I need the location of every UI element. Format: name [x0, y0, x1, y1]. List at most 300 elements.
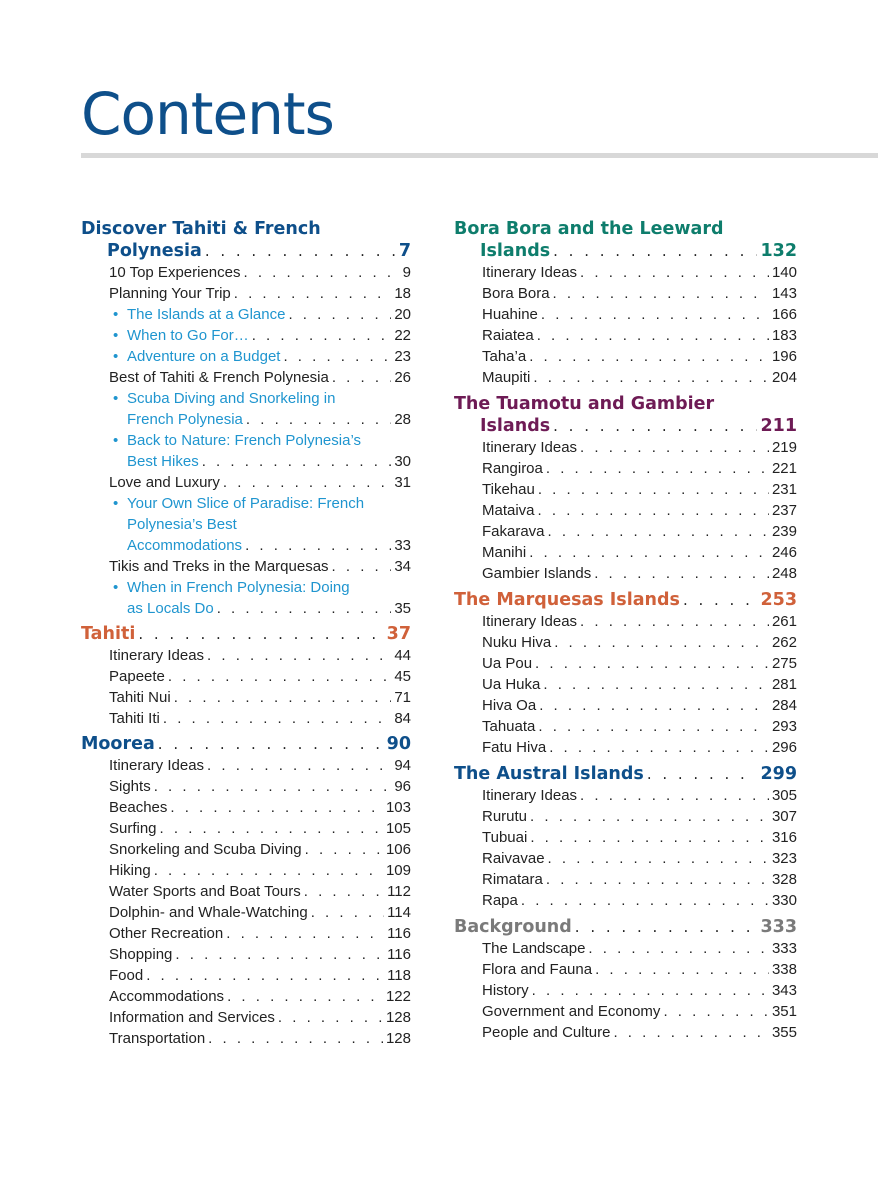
title-rule	[81, 153, 878, 158]
toc-entry[interactable]	[454, 785, 797, 806]
entry-page-number: 9	[402, 264, 411, 281]
bullet-icon: •	[113, 495, 119, 512]
toc-left-column	[81, 218, 411, 1053]
entry-page-number: 31	[394, 474, 411, 491]
toc-section	[454, 916, 797, 1043]
bullet-icon: •	[113, 390, 119, 407]
section-title-line: The Marquesas Islands	[454, 590, 680, 610]
entry-page-number: 261	[771, 613, 797, 630]
toc-entry[interactable]	[81, 881, 411, 902]
toc-entry[interactable]	[454, 890, 797, 911]
entry-label: Shopping	[109, 946, 173, 963]
dot-leader	[541, 304, 769, 325]
dot-leader	[521, 890, 769, 911]
entry-label: Sights	[109, 778, 151, 795]
section-page-number: 37	[386, 624, 411, 644]
toc-entry[interactable]	[454, 980, 797, 1001]
entry-page-number: 262	[771, 634, 797, 651]
toc-entry[interactable]	[81, 797, 411, 818]
subentry-last-line	[127, 325, 411, 346]
section-title-row	[454, 763, 797, 785]
entry-page-number: 112	[387, 883, 411, 900]
toc-section	[81, 623, 411, 729]
toc-entry[interactable]	[454, 346, 797, 367]
entry-page-number: 109	[385, 862, 411, 879]
entry-list	[454, 611, 797, 758]
section-title-row	[454, 916, 797, 938]
entry-page-number: 18	[394, 285, 411, 302]
subentry-page-number: 35	[394, 600, 411, 617]
section-title-line: Discover Tahiti & French	[81, 219, 321, 239]
section-page-number: 211	[760, 416, 797, 436]
toc-entry[interactable]	[454, 632, 797, 653]
toc-subentry[interactable]	[81, 430, 411, 472]
entry-label: Planning Your Trip	[109, 285, 231, 302]
entry-page-number: 196	[771, 348, 797, 365]
toc-entry[interactable]	[454, 869, 797, 890]
subentry-label-line: Polynesia’s Best	[127, 516, 237, 533]
entry-page-number: 122	[385, 988, 411, 1005]
dot-leader	[580, 437, 769, 458]
section-heading[interactable]	[454, 393, 797, 437]
toc-entry[interactable]	[454, 325, 797, 346]
dot-leader	[553, 415, 757, 437]
entry-label: Papeete	[109, 668, 165, 685]
dot-leader	[227, 986, 383, 1007]
subentry-label-line: French Polynesia	[127, 411, 243, 428]
entry-label: Transportation	[109, 1030, 206, 1047]
subentry-last-line	[127, 535, 411, 556]
toc-entry[interactable]	[454, 262, 797, 283]
toc-section	[81, 733, 411, 1049]
dot-leader	[252, 325, 392, 346]
toc-entry[interactable]	[454, 283, 797, 304]
entry-page-number: 116	[387, 946, 411, 963]
entry-page-number: 128	[385, 1009, 411, 1026]
section-page-number: 299	[760, 764, 797, 784]
entry-page-number: 246	[771, 544, 797, 561]
toc-entry[interactable]	[81, 776, 411, 797]
dot-leader	[554, 632, 769, 653]
entry-label: Huahine	[482, 306, 538, 323]
section-heading[interactable]	[81, 623, 411, 645]
entry-label: Information and Services	[109, 1009, 275, 1026]
toc-subentry[interactable]	[81, 388, 411, 430]
toc-entry[interactable]	[81, 645, 411, 666]
subentry-label-line: When in French Polynesia: Doing	[127, 579, 350, 596]
toc-entry[interactable]	[454, 653, 797, 674]
subentry-last-line	[127, 451, 411, 472]
entry-page-number: 105	[385, 820, 411, 837]
entry-label: Mataiva	[482, 502, 535, 519]
entry-label: Surfing	[109, 820, 157, 837]
subentry-page-number: 30	[394, 453, 411, 470]
dot-leader	[170, 797, 383, 818]
section-title-line: The Austral Islands	[454, 764, 644, 784]
entry-label: Flora and Fauna	[482, 961, 593, 978]
subentry-label-line: Accommodations	[127, 537, 243, 554]
toc-entry[interactable]	[81, 666, 411, 687]
toc-subentry[interactable]	[81, 493, 411, 556]
section-heading[interactable]	[81, 733, 411, 755]
entry-label: Tahuata	[482, 718, 536, 735]
dot-leader	[234, 283, 392, 304]
toc-entry[interactable]	[81, 1028, 411, 1049]
entry-label: Itinerary Ideas	[482, 787, 578, 804]
toc-entry[interactable]	[454, 479, 797, 500]
subentry-page-number: 28	[394, 411, 411, 428]
dot-leader	[548, 521, 769, 542]
entry-list	[81, 262, 411, 619]
subentry-page-number: 20	[394, 306, 411, 323]
entry-label: Food	[109, 967, 144, 984]
toc-entry[interactable]	[454, 959, 797, 980]
toc-entry[interactable]	[454, 848, 797, 869]
dot-leader	[529, 346, 769, 367]
entry-label: Itinerary Ideas	[482, 264, 578, 281]
entry-page-number: 305	[771, 787, 797, 804]
toc-entry[interactable]	[454, 827, 797, 848]
bullet-icon: •	[113, 348, 119, 365]
toc-entry[interactable]	[81, 687, 411, 708]
entry-page-number: 118	[387, 967, 411, 984]
section-title-line: Background	[454, 917, 572, 937]
dot-leader	[160, 818, 383, 839]
entry-label: 10 Top Experiences	[109, 264, 241, 281]
section-page-number: 333	[760, 917, 797, 937]
entry-label: Gambier Islands	[482, 565, 592, 582]
section-title-row	[454, 415, 797, 437]
dot-leader	[146, 965, 384, 986]
dot-leader	[595, 959, 769, 980]
entry-page-number: 221	[771, 460, 797, 477]
toc-entry[interactable]	[81, 818, 411, 839]
toc-subentry[interactable]	[81, 346, 411, 367]
toc-entry[interactable]	[454, 716, 797, 737]
subentry-page-number: 23	[394, 348, 411, 365]
entry-page-number: 316	[771, 829, 797, 846]
entry-label: People and Culture	[482, 1024, 611, 1041]
toc-entry[interactable]	[81, 986, 411, 1007]
section-title-line: Moorea	[81, 734, 155, 754]
entry-label: Tubuai	[482, 829, 528, 846]
toc-entry[interactable]	[81, 1007, 411, 1028]
toc-entry[interactable]	[81, 860, 411, 881]
section-page-number: 132	[760, 241, 797, 261]
entry-page-number: 128	[385, 1030, 411, 1047]
dot-leader	[246, 409, 391, 430]
entry-label: Itinerary Ideas	[482, 439, 578, 456]
entry-label: Other Recreation	[109, 925, 224, 942]
toc-entry[interactable]	[81, 755, 411, 776]
entry-page-number: 45	[394, 668, 411, 685]
toc-entry[interactable]	[454, 674, 797, 695]
dot-leader	[283, 346, 391, 367]
entry-page-number: 333	[771, 940, 797, 957]
dot-leader	[549, 737, 769, 758]
entry-label: History	[482, 982, 529, 999]
section-title-row	[81, 733, 411, 755]
entry-page-number: 351	[771, 1003, 797, 1020]
section-title-row	[81, 240, 411, 262]
toc-entry[interactable]	[454, 806, 797, 827]
entry-label: The Landscape	[482, 940, 586, 957]
dot-leader	[530, 806, 769, 827]
toc-section	[454, 393, 797, 584]
entry-page-number: 166	[771, 306, 797, 323]
entry-label: Best of Tahiti & French Polynesia	[109, 369, 329, 386]
entry-label: Rapa	[482, 892, 518, 909]
toc-subentry[interactable]	[81, 304, 411, 325]
toc-entry[interactable]	[81, 965, 411, 986]
entry-label: Fakarava	[482, 523, 545, 540]
subentry-last-line	[127, 598, 411, 619]
dot-leader	[538, 716, 769, 737]
entry-list	[454, 938, 797, 1043]
entry-page-number: 114	[387, 904, 411, 921]
entry-page-number: 219	[771, 439, 797, 456]
subentry-page-number: 33	[394, 537, 411, 554]
entry-label: Hiva Oa	[482, 697, 537, 714]
dot-leader	[580, 785, 769, 806]
subentry-last-line	[127, 409, 411, 430]
dot-leader	[202, 451, 392, 472]
toc-entry[interactable]	[81, 283, 411, 304]
toc-entry[interactable]	[454, 611, 797, 632]
entry-page-number: 96	[394, 778, 411, 795]
entry-label: Raiatea	[482, 327, 534, 344]
dot-leader	[223, 472, 391, 493]
entry-label: Hiking	[109, 862, 151, 879]
dot-leader	[553, 283, 769, 304]
entry-label: Tahiti Iti	[109, 710, 160, 727]
bullet-icon: •	[113, 432, 119, 449]
section-title-line: Polynesia	[107, 241, 202, 261]
toc-entry[interactable]	[81, 923, 411, 944]
dot-leader	[538, 500, 769, 521]
dot-leader	[243, 262, 399, 283]
entry-label: Rangiroa	[482, 460, 543, 477]
subentry-last-line	[127, 346, 411, 367]
entry-page-number: 293	[771, 718, 797, 735]
dot-leader	[663, 1001, 769, 1022]
entry-page-number: 330	[771, 892, 797, 909]
section-page-number: 253	[760, 590, 797, 610]
toc-section	[454, 218, 797, 388]
entry-page-number: 94	[394, 757, 411, 774]
dot-leader	[278, 1007, 383, 1028]
section-title-line: Islands	[480, 241, 551, 261]
dot-leader	[537, 325, 769, 346]
toc-entry[interactable]	[81, 708, 411, 729]
dot-leader	[332, 367, 391, 388]
subentry-label-line: Best Hikes	[127, 453, 199, 470]
toc-entry[interactable]	[81, 902, 411, 923]
subentry-label-line: Your Own Slice of Paradise: French	[127, 495, 365, 512]
toc-entry[interactable]	[81, 556, 411, 577]
toc-entry[interactable]	[81, 944, 411, 965]
entry-label: Rimatara	[482, 871, 543, 888]
toc-right-column	[454, 218, 797, 1048]
section-title-line: Islands	[480, 416, 551, 436]
bullet-icon: •	[113, 306, 119, 323]
subentry-label-line: as Locals Do	[127, 600, 214, 617]
dot-leader	[539, 695, 769, 716]
toc-entry[interactable]	[454, 563, 797, 584]
toc-entry[interactable]	[454, 500, 797, 521]
dot-leader	[546, 869, 769, 890]
dot-leader	[205, 240, 396, 262]
section-page-number: 7	[398, 241, 411, 261]
toc-entry[interactable]	[454, 304, 797, 325]
toc-entry[interactable]	[454, 737, 797, 758]
entry-page-number: 103	[385, 799, 411, 816]
section-title-row	[81, 623, 411, 645]
dot-leader	[226, 923, 384, 944]
dot-leader	[530, 827, 769, 848]
section-title-line: Bora Bora and the Leeward	[454, 219, 724, 239]
entry-label: Water Sports and Boat Tours	[109, 883, 301, 900]
toc-entry[interactable]	[454, 542, 797, 563]
dot-leader	[543, 674, 769, 695]
entry-label: Love and Luxury	[109, 474, 220, 491]
entry-list	[81, 755, 411, 1049]
toc-entry[interactable]	[454, 1001, 797, 1022]
bullet-icon: •	[113, 579, 119, 596]
toc-entry[interactable]	[454, 367, 797, 388]
entry-label: Itinerary Ideas	[109, 757, 205, 774]
dot-leader	[208, 1028, 383, 1049]
entry-page-number: 296	[771, 739, 797, 756]
entry-page-number: 239	[771, 523, 797, 540]
dot-leader	[163, 708, 391, 729]
section-heading[interactable]	[454, 589, 797, 611]
entry-page-number: 323	[771, 850, 797, 867]
entry-label: Beaches	[109, 799, 168, 816]
entry-page-number: 71	[394, 689, 411, 706]
entry-label: Ua Huka	[482, 676, 541, 693]
toc-entry[interactable]	[81, 839, 411, 860]
toc-entry[interactable]	[454, 938, 797, 959]
dot-leader	[332, 556, 392, 577]
entry-label: Snorkeling and Scuba Diving	[109, 841, 302, 858]
entry-list	[81, 645, 411, 729]
subentry-label-line: Back to Nature: French Polynesia’s	[127, 432, 362, 449]
entry-page-number: 237	[771, 502, 797, 519]
subentry-label-line: When to Go For…	[127, 327, 249, 344]
entry-page-number: 231	[771, 481, 797, 498]
entry-label: Nuku Hiva	[482, 634, 552, 651]
dot-leader	[548, 848, 769, 869]
toc-entry[interactable]	[454, 1022, 797, 1043]
entry-page-number: 84	[394, 710, 411, 727]
dot-leader	[546, 458, 769, 479]
entry-label: Itinerary Ideas	[109, 647, 205, 664]
toc-subentry[interactable]	[81, 577, 411, 619]
section-heading[interactable]	[454, 763, 797, 785]
section-page-number: 90	[386, 734, 411, 754]
toc-entry[interactable]	[454, 458, 797, 479]
entry-label: Maupiti	[482, 369, 531, 386]
entry-label: Tikis and Treks in the Marquesas	[109, 558, 329, 575]
toc-subentry[interactable]	[81, 325, 411, 346]
dot-leader	[529, 542, 769, 563]
toc-entry[interactable]	[81, 367, 411, 388]
entry-label: Raivavae	[482, 850, 545, 867]
entry-label: Dolphin- and Whale-Watching	[109, 904, 308, 921]
entry-page-number: 44	[394, 647, 411, 664]
entry-page-number: 26	[394, 369, 411, 386]
entry-page-number: 248	[771, 565, 797, 582]
entry-page-number: 116	[387, 925, 411, 942]
entry-page-number: 140	[771, 264, 797, 281]
entry-label: Fatu Hiva	[482, 739, 547, 756]
dot-leader	[538, 479, 769, 500]
toc-section	[454, 763, 797, 911]
entry-page-number: 106	[385, 841, 411, 858]
section-title-row	[454, 589, 797, 611]
section-heading[interactable]	[454, 916, 797, 938]
dot-leader	[207, 645, 391, 666]
entry-label: Rurutu	[482, 808, 528, 825]
bullet-icon: •	[113, 327, 119, 344]
entry-label: Government and Economy	[482, 1003, 661, 1020]
dot-leader	[174, 687, 392, 708]
toc-entry[interactable]	[454, 437, 797, 458]
toc-entry[interactable]	[454, 695, 797, 716]
dot-leader	[533, 367, 769, 388]
subentry-label-line: Adventure on a Budget	[127, 348, 281, 365]
dot-leader	[207, 755, 391, 776]
dot-leader	[154, 776, 392, 797]
dot-leader	[217, 598, 392, 619]
section-title-line: The Tuamotu and Gambier	[454, 394, 715, 414]
dot-leader	[532, 980, 769, 1001]
entry-page-number: 204	[771, 369, 797, 386]
entry-label: Manihi	[482, 544, 527, 561]
entry-page-number: 328	[771, 871, 797, 888]
dot-leader	[175, 944, 384, 965]
subentry-last-line	[127, 304, 411, 325]
dot-leader	[588, 938, 769, 959]
section-heading[interactable]	[81, 218, 411, 262]
entry-page-number: 143	[771, 285, 797, 302]
section-heading[interactable]	[454, 218, 797, 262]
dot-leader	[304, 881, 384, 902]
toc-section	[454, 589, 797, 758]
entry-list	[454, 437, 797, 584]
dot-leader	[245, 535, 391, 556]
subentry-label-line: Scuba Diving and Snorkeling in	[127, 390, 336, 407]
toc-entry[interactable]	[454, 521, 797, 542]
entry-page-number: 281	[771, 676, 797, 693]
dot-leader	[311, 902, 384, 923]
dot-leader	[575, 916, 758, 938]
dot-leader	[613, 1022, 769, 1043]
dot-leader	[553, 240, 757, 262]
subentry-page-number: 22	[394, 327, 411, 344]
subentry-label-line: The Islands at a Glance	[127, 306, 286, 323]
dot-leader	[168, 666, 391, 687]
dot-leader	[158, 733, 384, 755]
entry-page-number: 284	[771, 697, 797, 714]
entry-page-number: 275	[771, 655, 797, 672]
toc-entry[interactable]	[81, 262, 411, 283]
toc-entry[interactable]	[81, 472, 411, 493]
entry-label: Tahiti Nui	[109, 689, 171, 706]
entry-label: Ua Pou	[482, 655, 533, 672]
toc-section	[81, 218, 411, 619]
